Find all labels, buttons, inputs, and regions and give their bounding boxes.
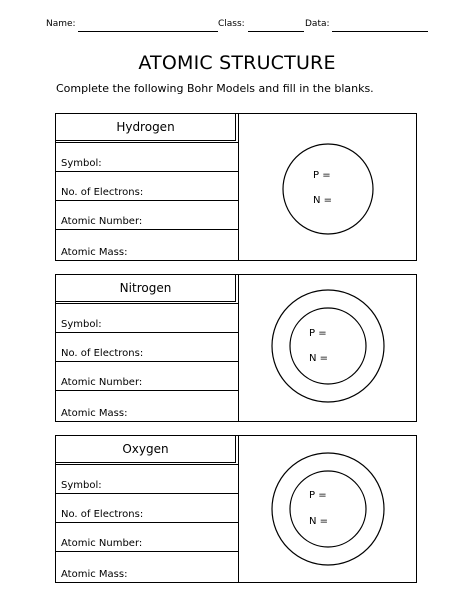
electrons-row[interactable] [56,493,238,522]
nucleus-circle [283,144,373,234]
symbol-row[interactable] [56,303,238,332]
neutrons-label: N = [313,195,333,206]
symbol-row[interactable] [56,142,238,171]
electron-shell-circle [272,453,384,565]
name-blank[interactable] [78,31,218,32]
element-card-nitrogen [55,274,417,422]
element-card-hydrogen [55,113,417,261]
class-blank[interactable] [248,31,304,32]
symbol-row[interactable] [56,464,238,493]
bohr-model-diagram [239,275,416,421]
nucleus-circle [290,471,366,547]
bohr-model-area [239,275,416,421]
atomic-number-label: Atomic Number: [61,377,143,388]
electrons-label: No. of Electrons: [61,348,144,359]
element-fields [56,436,239,582]
atomic-number-row[interactable] [56,200,238,229]
atomic-mass-label: Atomic Mass: [61,247,128,258]
atomic-mass-row[interactable] [56,551,238,582]
atomic-number-label: Atomic Number: [61,538,143,549]
element-name: Nitrogen [55,274,236,302]
atomic-mass-label: Atomic Mass: [61,408,128,419]
atomic-mass-row[interactable] [56,390,238,421]
electrons-row[interactable] [56,332,238,361]
bohr-model-area [239,114,416,260]
name-label: Name: [46,19,76,29]
atomic-number-row[interactable] [56,361,238,390]
neutrons-label: N = [309,516,329,527]
student-info-header [46,19,430,35]
date-blank[interactable] [332,31,428,32]
element-fields [56,114,239,260]
electrons-label: No. of Electrons: [61,187,144,198]
electrons-row[interactable] [56,171,238,200]
electrons-label: No. of Electrons: [61,509,144,520]
atomic-number-label: Atomic Number: [61,216,143,227]
bohr-model-area [239,436,416,582]
protons-label: P = [309,328,327,339]
instructions: Complete the following Bohr Models and fill in the blanks. [56,82,374,95]
element-card-oxygen [55,435,417,583]
protons-label: P = [309,490,327,501]
element-fields [56,275,239,421]
page-title: ATOMIC STRUCTURE [138,52,336,74]
element-name: Oxygen [55,435,236,463]
atomic-mass-row[interactable] [56,229,238,260]
protons-label: P = [313,170,331,181]
bohr-model-diagram [239,114,416,260]
symbol-label: Symbol: [61,158,102,169]
atomic-mass-label: Atomic Mass: [61,569,128,580]
neutrons-label: N = [309,353,329,364]
nucleus-circle [290,308,366,384]
date-label: Data: [305,19,330,29]
element-name: Hydrogen [55,113,236,141]
atomic-number-row[interactable] [56,522,238,551]
symbol-label: Symbol: [61,319,102,330]
symbol-label: Symbol: [61,480,102,491]
electron-shell-circle [272,290,384,402]
class-label: Class: [218,19,245,29]
bohr-model-diagram [239,436,416,582]
